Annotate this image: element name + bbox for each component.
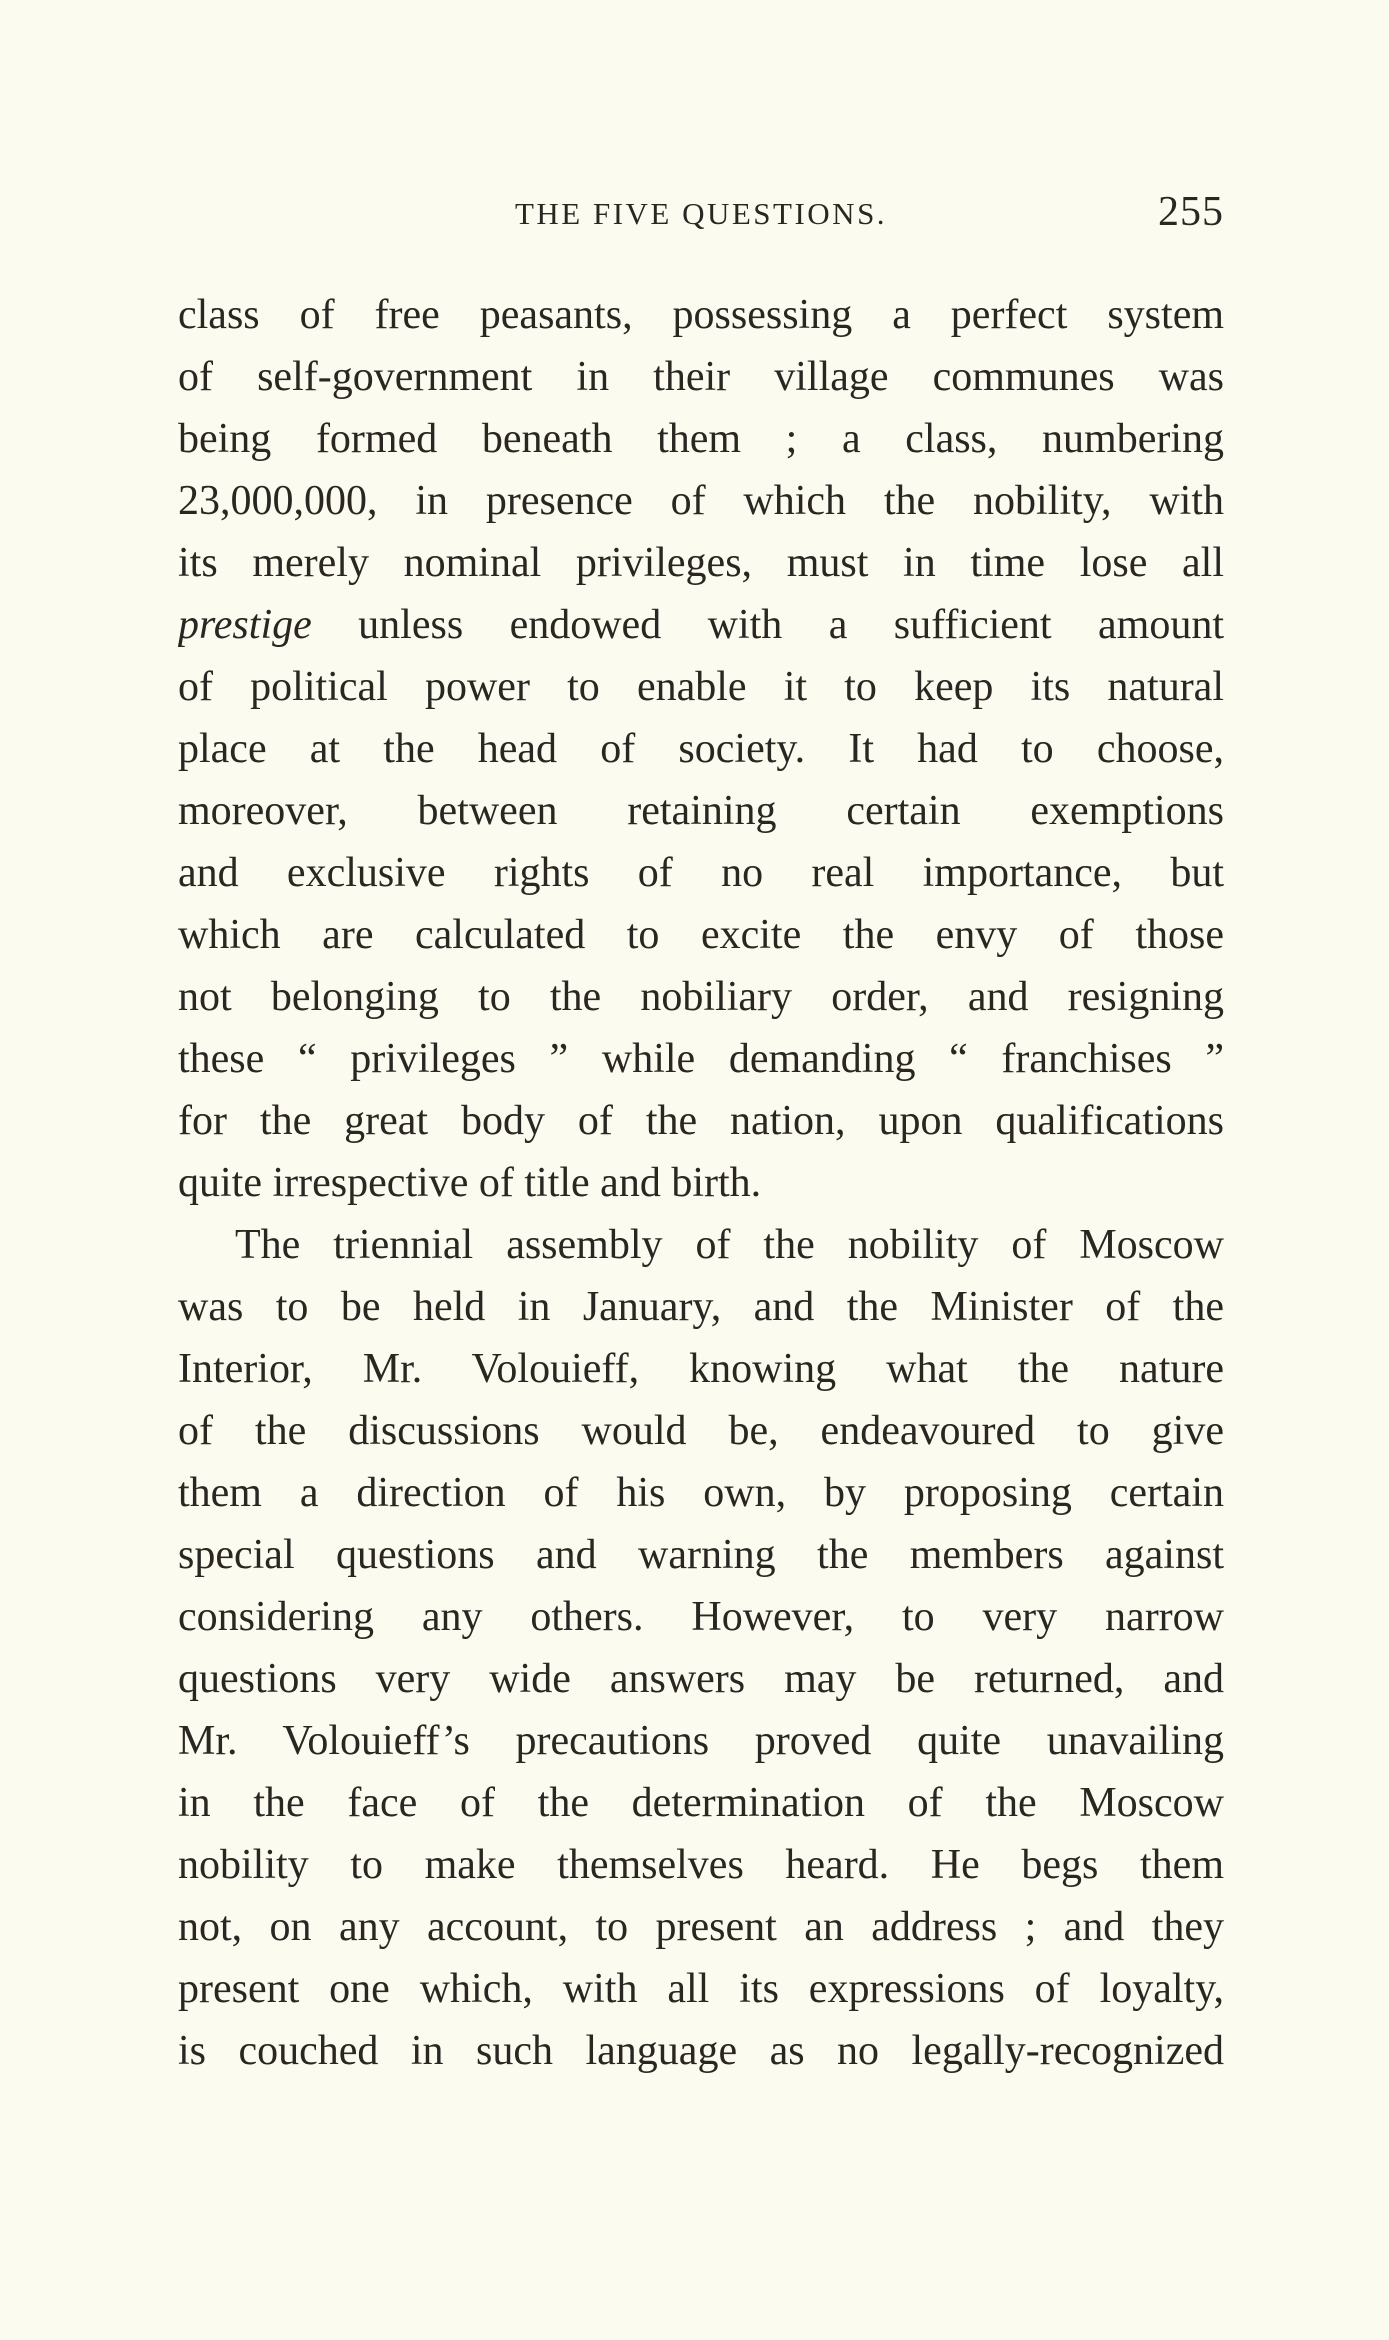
text-line: and exclusive rights of no real importance, but — [178, 850, 1224, 896]
text-line: is couched in such language as no legally-recognized — [178, 2028, 1224, 2074]
text-line: of self-government in their village communes was — [178, 354, 1224, 400]
text-line: 23,000,000, in presence of which the nobility, with — [178, 478, 1224, 524]
text-line: them a direction of his own, by proposing certain — [178, 1470, 1224, 1516]
text-line: nobility to make themselves heard. He begs them — [178, 1842, 1224, 1888]
body-text — [178, 284, 1224, 2082]
text-line: Mr. Volouieff’s precautions proved quite unavailing — [178, 1718, 1224, 1764]
text-line: for the great body of the nation, upon qualifications — [178, 1098, 1224, 1144]
text-line: not belonging to the nobiliary order, and resigning — [178, 974, 1224, 1020]
text-line: moreover, between retaining certain exemptions — [178, 788, 1224, 834]
text-line: these “ privileges ” while demanding “ franchises ” — [178, 1036, 1224, 1082]
text-line: present one which, with all its expressions of loyalty, — [178, 1966, 1224, 2012]
running-title: THE FIVE QUESTIONS. — [514, 196, 888, 231]
text-line: not, on any account, to present an address ; and they — [178, 1904, 1224, 1950]
text-line — [178, 594, 1224, 656]
text-line: special questions and warning the members against — [178, 1532, 1224, 1578]
italic-word: prestige — [178, 602, 312, 648]
paragraph-first-line: The triennial assembly of the nobility of Moscow — [235, 1222, 1224, 1268]
text-line: of political power to enable it to keep its natural — [178, 664, 1224, 710]
page-number: 255 — [1158, 189, 1224, 235]
text-line: Interior, Mr. Volouieff, knowing what the nature — [178, 1346, 1224, 1392]
text-line: questions very wide answers may be returned, and — [178, 1656, 1224, 1702]
text-line: place at the head of society. It had to choose, — [178, 726, 1224, 772]
text-line: was to be held in January, and the Minister of the — [178, 1284, 1224, 1330]
text-line: class of free peasants, possessing a perfect system — [178, 292, 1224, 338]
text-line: considering any others. However, to very narrow — [178, 1594, 1224, 1640]
running-head — [178, 189, 1224, 236]
text-line: of the discussions would be, endeavoured to give — [178, 1408, 1224, 1454]
text-line: its merely nominal privileges, must in time lose all — [178, 540, 1224, 586]
line-rest: unless endowed with a sufficient amount — [311, 602, 1224, 648]
text-line: in the face of the determination of the Moscow — [178, 1780, 1224, 1826]
text-line: which are calculated to excite the envy of those — [178, 912, 1224, 958]
text-line: being formed beneath them ; a class, numbering — [178, 416, 1224, 462]
paragraph-last-line: quite irrespective of title and birth. — [178, 1160, 762, 1206]
